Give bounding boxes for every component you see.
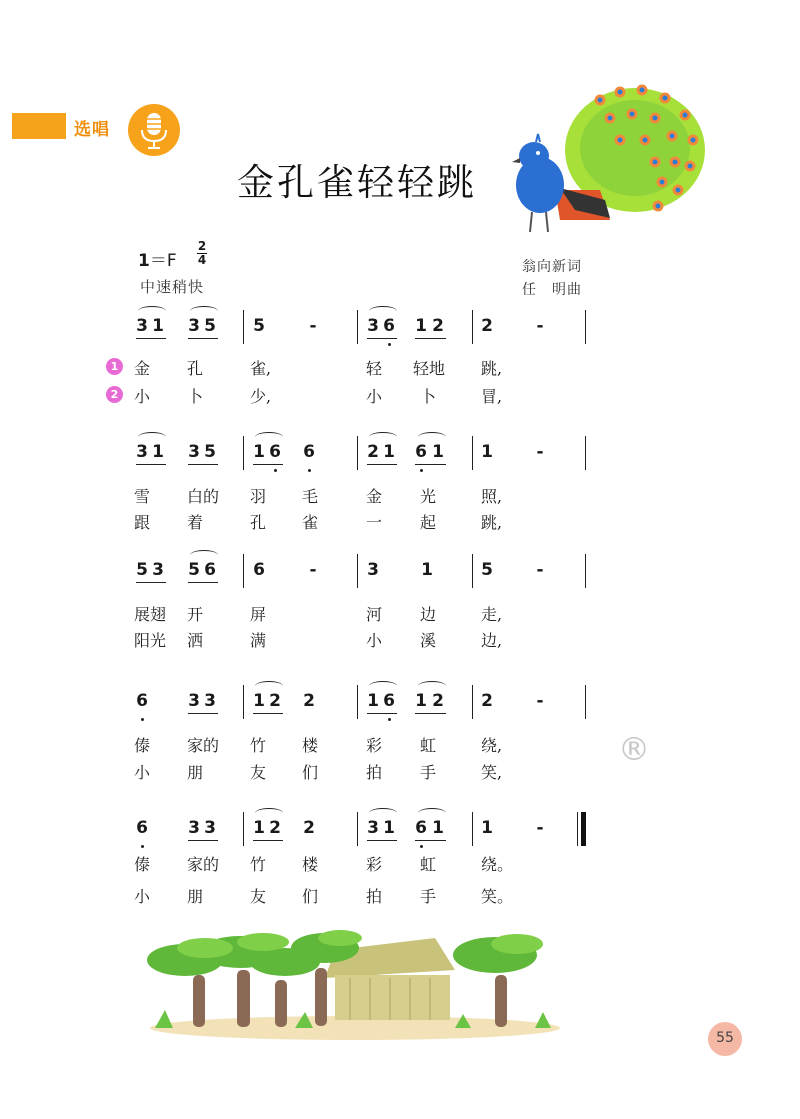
- lyric: 毛: [302, 487, 319, 506]
- note: 6: [415, 818, 427, 838]
- lyric: 朋: [187, 763, 204, 782]
- lyric: 金: [134, 359, 151, 378]
- key-signature: 1＝F: [138, 251, 177, 271]
- barline: [585, 685, 586, 719]
- lyric: 满: [250, 631, 267, 650]
- lyric: 溪: [420, 631, 437, 650]
- lyric: 家的: [187, 736, 220, 755]
- section-bar: [12, 113, 66, 139]
- note: 1: [421, 560, 433, 580]
- lyric: 雀: [302, 513, 319, 532]
- note: 6: [415, 442, 427, 462]
- verse-number-1: 1: [106, 358, 123, 375]
- note: 1: [152, 316, 164, 336]
- composer-credit: 任 明曲: [522, 282, 582, 298]
- lyric: 绕。: [481, 855, 514, 874]
- lyric: 阳光: [134, 631, 167, 650]
- score-row-3: [0, 544, 800, 674]
- note: 1: [152, 442, 164, 462]
- note: 6: [269, 442, 281, 462]
- note: -: [536, 818, 544, 838]
- lyric: 起: [420, 513, 437, 532]
- lyric: 洒: [187, 631, 204, 650]
- note: 3: [188, 442, 200, 462]
- score-row-1: [0, 300, 800, 430]
- lyric: 手: [420, 887, 437, 906]
- barline: [357, 554, 358, 588]
- barline: [472, 310, 473, 344]
- lyric: 小: [134, 887, 151, 906]
- barline: [357, 310, 358, 344]
- score-row-4: [0, 683, 800, 813]
- note: 5: [253, 316, 265, 336]
- page-title: 金孔雀轻轻跳: [237, 161, 477, 204]
- lyric: 笑,: [481, 763, 503, 782]
- barline: [585, 436, 586, 470]
- note: 1: [253, 818, 265, 838]
- note: 6: [383, 691, 395, 711]
- note: 1: [383, 442, 395, 462]
- lyric: 彩: [366, 855, 383, 874]
- lyric: 白的: [187, 487, 220, 506]
- lyric: 孔: [187, 359, 204, 378]
- barline: [243, 812, 244, 846]
- lyric: 冒,: [481, 387, 503, 406]
- note: 2: [481, 691, 493, 711]
- note: -: [536, 442, 544, 462]
- note: 1: [432, 442, 444, 462]
- lyric: 手: [420, 763, 437, 782]
- note: 2: [432, 316, 444, 336]
- microphone-icon: [128, 104, 180, 156]
- note: 6: [204, 560, 216, 580]
- palm-trees-illustration: [145, 920, 565, 1040]
- note: 2: [432, 691, 444, 711]
- lyric: 虹: [420, 855, 437, 874]
- lyric: 雀,: [250, 359, 272, 378]
- note: 2: [367, 442, 379, 462]
- barline: [243, 554, 244, 588]
- note: 1: [432, 818, 444, 838]
- note: 5: [188, 560, 200, 580]
- lyric: 们: [302, 887, 319, 906]
- barline: [243, 310, 244, 344]
- lyric: 光: [420, 487, 437, 506]
- lyric: 傣: [134, 736, 151, 755]
- lyric: 楼: [302, 736, 319, 755]
- note: 3: [367, 560, 379, 580]
- note: 1: [383, 818, 395, 838]
- note: 6: [253, 560, 265, 580]
- note: 3: [204, 691, 216, 711]
- note: 1: [253, 691, 265, 711]
- note: 1: [415, 691, 427, 711]
- note: 6: [383, 316, 395, 336]
- barline: [585, 310, 586, 344]
- lyric: 孔: [250, 513, 267, 532]
- note: 3: [152, 560, 164, 580]
- peacock-illustration: [500, 70, 705, 240]
- note: -: [536, 691, 544, 711]
- registered-mark: ®: [618, 730, 650, 768]
- note: 6: [303, 442, 315, 462]
- lyric: 小: [366, 631, 383, 650]
- note: 2: [481, 316, 493, 336]
- note: 2: [269, 818, 281, 838]
- lyric: 彩: [366, 736, 383, 755]
- barline: [357, 436, 358, 470]
- lyric: 边,: [481, 631, 503, 650]
- note: 1: [367, 691, 379, 711]
- note: 5: [204, 442, 216, 462]
- note: 1: [481, 442, 493, 462]
- note: -: [309, 560, 317, 580]
- lyric: 竹: [250, 736, 267, 755]
- note: -: [536, 316, 544, 336]
- note: 5: [481, 560, 493, 580]
- verse-number-2: 2: [106, 386, 123, 403]
- tempo-marking: 中速稍快: [140, 278, 205, 296]
- lyric: 轻: [366, 359, 383, 378]
- lyric: 跟: [134, 513, 151, 532]
- lyric: 虹: [420, 736, 437, 755]
- barline: [472, 436, 473, 470]
- lyric: 卜: [420, 387, 437, 406]
- lyric: 照,: [481, 487, 503, 506]
- note: 3: [188, 691, 200, 711]
- lyric: 竹: [250, 855, 267, 874]
- barline: [243, 685, 244, 719]
- final-barline-thin: [577, 812, 578, 846]
- barline: [585, 554, 586, 588]
- lyric: 小: [134, 387, 151, 406]
- lyric: 开: [187, 605, 204, 624]
- lyric: 小: [134, 763, 151, 782]
- final-barline-thick: [581, 812, 586, 846]
- barline: [472, 812, 473, 846]
- lyric: 屏: [250, 605, 267, 624]
- note: 1: [415, 316, 427, 336]
- note: 3: [367, 818, 379, 838]
- lyric: 们: [302, 763, 319, 782]
- note: 3: [136, 316, 148, 336]
- lyric: 傣: [134, 855, 151, 874]
- page-number: 55: [716, 1030, 734, 1046]
- lyric: 着: [187, 513, 204, 532]
- lyric: 楼: [302, 855, 319, 874]
- lyric: 走,: [481, 605, 503, 624]
- score-row-2: [0, 426, 800, 556]
- lyric: 卜: [187, 387, 204, 406]
- lyric: 展翅: [134, 605, 167, 624]
- lyric: 笑。: [481, 887, 514, 906]
- lyric: 轻地: [413, 359, 446, 378]
- note: 2: [303, 818, 315, 838]
- lyric: 雪: [134, 487, 151, 506]
- lyric: 友: [250, 763, 267, 782]
- note: 1: [253, 442, 265, 462]
- note: 3: [204, 818, 216, 838]
- note: 2: [269, 691, 281, 711]
- note: 5: [136, 560, 148, 580]
- lyric: 朋: [187, 887, 204, 906]
- note: 3: [367, 316, 379, 336]
- note: 3: [188, 316, 200, 336]
- lyric: 小: [366, 387, 383, 406]
- section-label: 选唱: [74, 120, 110, 140]
- lyric: 一: [366, 513, 383, 532]
- lyric: 家的: [187, 855, 220, 874]
- lyric: 边: [420, 605, 437, 624]
- lyric: 少,: [250, 387, 272, 406]
- barline: [357, 812, 358, 846]
- note: 6: [136, 818, 148, 838]
- score-row-5: [0, 808, 800, 938]
- barline: [472, 554, 473, 588]
- lyric: 跳,: [481, 513, 503, 532]
- lyric: 绕,: [481, 736, 503, 755]
- time-signature: 2 4: [197, 239, 207, 267]
- barline: [357, 685, 358, 719]
- note: -: [536, 560, 544, 580]
- lyric: 跳,: [481, 359, 503, 378]
- lyric: 拍: [366, 763, 383, 782]
- lyric: 河: [366, 605, 383, 624]
- lyric: 金: [366, 487, 383, 506]
- barline: [243, 436, 244, 470]
- lyric: 羽: [250, 487, 267, 506]
- note: 3: [136, 442, 148, 462]
- note: -: [309, 316, 317, 336]
- lyricist-credit: 翁向新词: [522, 259, 582, 275]
- barline: [472, 685, 473, 719]
- lyric: 拍: [366, 887, 383, 906]
- note: 5: [204, 316, 216, 336]
- note: 2: [303, 691, 315, 711]
- lyric: 友: [250, 887, 267, 906]
- note: 1: [481, 818, 493, 838]
- note: 3: [188, 818, 200, 838]
- note: 6: [136, 691, 148, 711]
